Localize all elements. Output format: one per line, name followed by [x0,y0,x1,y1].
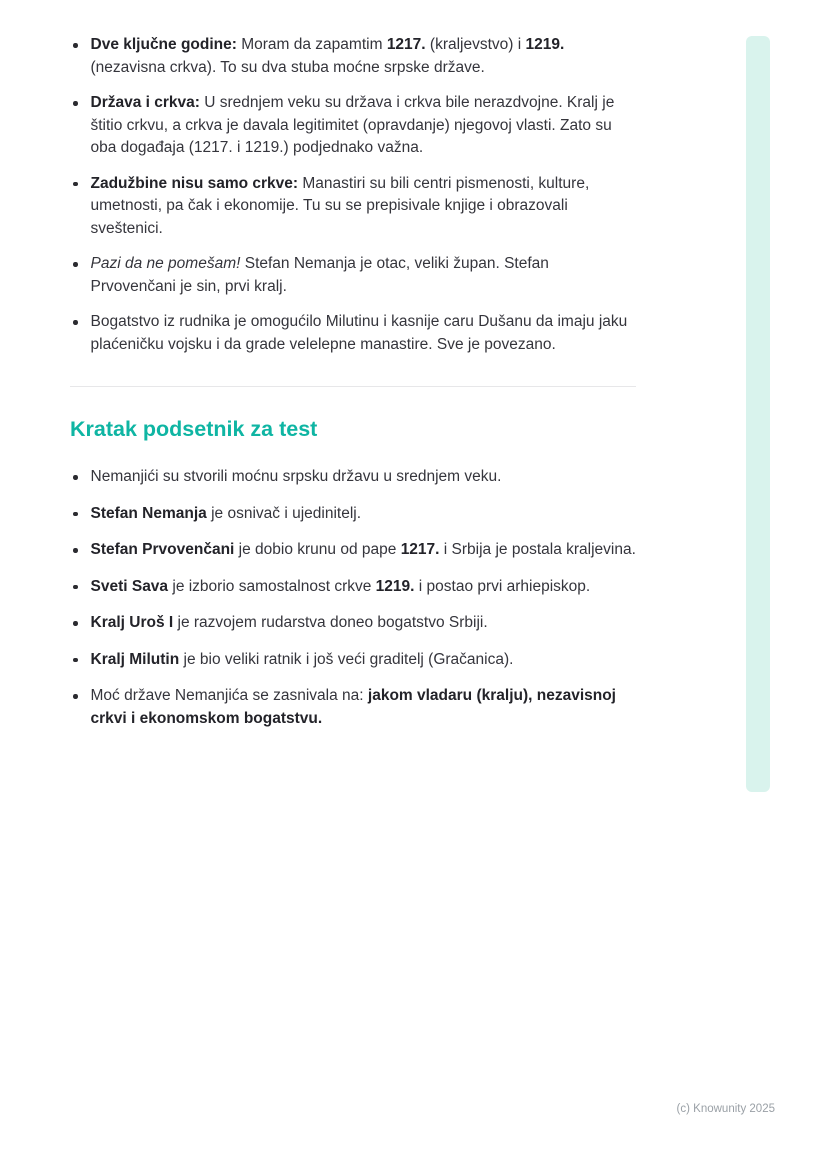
text-segment: je bio veliki ratnik i još veći graditelj (Gračanica). [179,650,514,668]
list-item [70,311,636,356]
list-item [70,503,636,526]
text-segment: je osnivač i ujedinitelj. [206,504,362,522]
bullet-text [91,685,637,730]
text-segment: Zadužbine nisu samo crkve: [90,174,299,192]
list-item [70,612,636,635]
text-segment: 1219. [525,36,565,53]
bullet-dot [73,512,78,517]
list-item [70,92,636,160]
bullet-dot [73,182,78,187]
bullet-text [91,539,637,562]
bullet-dot [73,658,78,663]
text-segment: (nezavisna crkva). To su dva stuba moćne srpske države. [90,58,485,76]
bullet-dot [73,548,78,553]
text-segment: Moram da zapamtim [236,36,387,53]
accent-bar [746,36,770,792]
list-item [70,466,636,489]
section-heading: Kratak podsetnik za test [70,417,318,441]
list-item [70,34,636,79]
divider [70,386,636,387]
bullet-text [91,34,637,79]
text-segment: Moć države Nemanjića se zasnivala na: [90,687,368,704]
bullet-dot [73,262,78,267]
text-segment: 1219. [375,577,415,595]
bullet-text [91,92,637,160]
text-segment: je izborio samostalnost crkve [168,577,376,595]
text-segment: Pazi da ne pomešam! [90,255,241,272]
list-item [70,685,636,730]
text-segment: Manastiri su bili centri pismenosti, kulture, umetnosti, pa čak i ekonomije. Tu su se prepisivale knjige i obrazovali sveštenici. [90,174,590,237]
bullet-dot [73,43,78,48]
bullet-text [91,649,637,672]
document-content [70,34,636,744]
bullet-dot [73,694,78,699]
text-segment: Bogatstvo iz rudnika je omogućilo Milutinu i kasnije caru Dušanu da imaju jaku plaćeničku vojsku i da grade velelepne manastire. Sve je povezano. [90,313,628,353]
text-segment: (kraljevstvo) i [425,36,526,53]
text-segment: Država i crkva: [90,94,200,111]
copyright-text: (c) Knowunity 2025 [676,1103,775,1115]
text-segment: Dve ključne godine: [90,36,237,53]
list-item [70,649,636,672]
list-item [70,173,636,241]
bullet-dot [73,320,78,325]
bullet-text [91,466,637,489]
text-segment: 1217. [400,541,440,558]
text-segment: Nemanjići su stvorili moćnu srpsku državu u srednjem veku. [90,468,502,485]
text-segment: jakom vladaru (kralju), nezavisnoj crkvi i ekonomskom bogatstvu. [90,687,616,727]
bullet-dot [73,585,78,590]
bullet-dot [73,475,78,480]
text-segment: Stefan Nemanja je otac, veliki župan. Stefan Prvovenčani je sin, prvi kralj. [90,255,549,295]
list-item [70,539,636,562]
text-segment: 1217. [386,36,426,53]
text-segment: Stefan Prvovenčani [90,541,235,558]
text-segment: Kralj Uroš I [90,614,174,631]
bullet-text [91,311,637,356]
text-segment: je razvojem rudarstva doneo bogatstvo Srbiji. [173,614,488,631]
text-segment: U srednjem veku su država i crkva bile nerazdvojne. Kralj je štitio crkvu, a crkva je davala legitimitet (opravdanje) njegovoj vlasti. Zato su oba događaja (1217. i 1219.) podjednako važna. [90,94,615,156]
text-segment: Stefan Nemanja [90,504,207,522]
bullet-dot [73,621,78,626]
reminder-list [70,466,636,730]
text-segment: je dobio krunu od pape [234,541,401,558]
bullet-text [91,576,637,599]
list-item [70,253,636,298]
text-segment: i postao prvi arhiepiskop. [414,577,591,595]
text-segment: i Srbija je postala kraljevina. [439,541,636,558]
bullet-text [91,173,637,241]
list-item [70,576,636,599]
text-segment: Kralj Milutin [90,650,180,668]
bullet-dot [73,101,78,106]
text-segment: Sveti Sava [90,577,169,595]
bullet-text [91,503,637,526]
notes-list [70,34,636,356]
bullet-text [91,612,637,635]
bullet-text [91,253,637,298]
